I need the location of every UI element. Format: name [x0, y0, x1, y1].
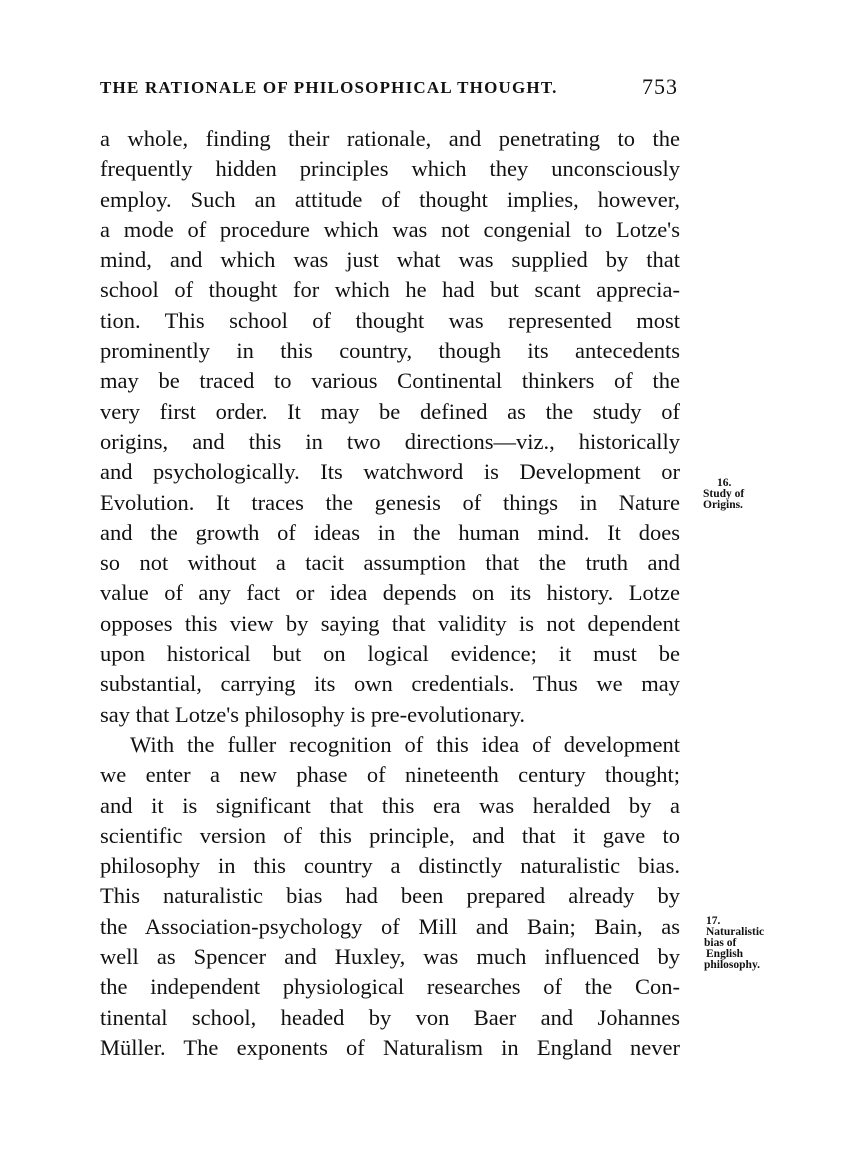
margin-note-line: philosophy. — [704, 959, 760, 971]
margin-note-number: 17. — [706, 915, 721, 927]
text-line: very first order. It may be defined as the study of — [100, 398, 680, 424]
text-line: and it is significant that this era was heralded by a — [100, 792, 680, 818]
text-line: opposes this view by saying that validity is not dependent — [100, 610, 680, 636]
text-line: substantial, carrying its own credentials. Thus we may — [100, 671, 680, 697]
margin-note-line: bias of — [704, 937, 737, 949]
text-line: value of any fact or idea depends on its history. Lotze — [100, 580, 680, 606]
text-line: Müller. The exponents of Naturalism in England never — [100, 1034, 680, 1060]
text-line: tinental school, headed by von Baer and Johannes — [100, 1004, 680, 1030]
running-header — [100, 74, 678, 102]
text-line: origins, and this in two directions—viz., historically — [100, 428, 680, 454]
text-line: employ. Such an attitude of thought implies, however, — [100, 186, 680, 212]
text-line: school of thought for which he had but scant apprecia- — [100, 277, 680, 303]
paragraph-1 — [100, 124, 680, 730]
margin-note-16 — [703, 478, 744, 511]
text-line: a whole, finding their rationale, and penetrating to the — [100, 126, 680, 151]
text-line: prominently in this country, though its antecedents — [100, 338, 680, 364]
text-line: and psychologically. Its watchword is Development or — [100, 459, 680, 485]
text-line: and the growth of ideas in the human mind. It does — [100, 519, 680, 545]
margin-note-line: Origins. — [703, 499, 743, 511]
paragraph-2 — [100, 730, 680, 1063]
margin-note-line: English — [706, 948, 744, 960]
margin-note-number: 16. — [717, 477, 732, 489]
text-line: so not without a tacit assumption that the truth and — [100, 550, 680, 576]
text-line: philosophy in this country a distinctly naturalistic bias. — [100, 853, 680, 879]
body-text — [100, 124, 680, 1063]
text-line: Evolution. It traces the genesis of things in Nature — [100, 489, 680, 515]
text-line: upon historical but on logical evidence; it must be — [100, 641, 680, 667]
text-line: a mode of procedure which was not congenial to Lotze's — [100, 216, 680, 242]
text-line: With the fuller recognition of this idea of development — [130, 731, 680, 757]
text-line: mind, and which was just what was supplied by that — [100, 247, 680, 273]
text-line: tion. This school of thought was represented most — [100, 307, 680, 333]
text-line: frequently hidden principles which they unconsciously — [100, 156, 680, 182]
text-line: scientific version of this principle, and that it gave to — [100, 822, 680, 848]
page-number: 753 — [642, 74, 678, 99]
text-line: may be traced to various Continental thinkers of the — [100, 368, 680, 394]
text-line: well as Spencer and Huxley, was much influenced by — [100, 944, 680, 970]
margin-note-line: Study of — [703, 488, 745, 500]
text-line: the independent physiological researches of the Con- — [100, 974, 680, 1000]
text-line: we enter a new phase of nineteenth century thought; — [100, 762, 680, 788]
text-line: This naturalistic bias had been prepared already by — [100, 883, 680, 909]
text-line: say that Lotze's philosophy is pre-evolutionary. — [100, 701, 526, 727]
margin-note-line: Naturalistic — [706, 926, 765, 938]
running-title: THE RATIONALE OF PHILOSOPHICAL THOUGHT. — [100, 78, 558, 97]
margin-note-17 — [704, 916, 764, 971]
text-line: the Association-psychology of Mill and Bain; Bain, as — [100, 913, 680, 939]
